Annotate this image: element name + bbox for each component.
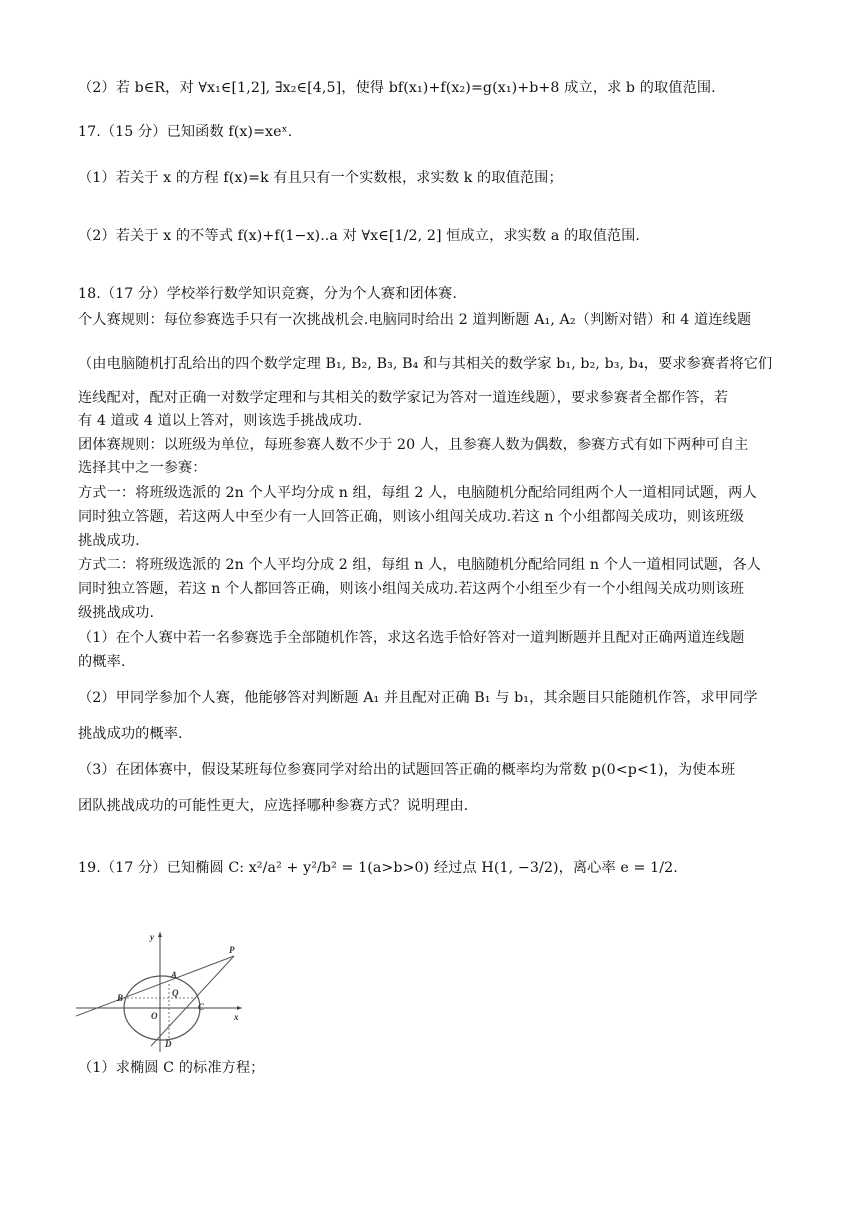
label-p: P [229, 945, 235, 955]
individual-rule-line-4: 有 4 道或 4 道以上答对，则该选手挑战成功. [78, 413, 363, 429]
method-1-line-1: 方式一：将班级选派的 2n 个人平均分成 n 组，每组 2 人，电脑随机分配给同组两个人一道相同试题，两人 [78, 485, 757, 501]
label-q: Q [172, 988, 179, 998]
method-2-line-1: 方式二：将班级选派的 2n 个人平均分成 2 组，每组 n 人，电脑随机分配给同组 n 个人一道相同试题，各人 [78, 557, 761, 573]
question-18-part-2-line-1: （2）甲同学参加个人赛，他能够答对判断题 A₁ 并且配对正确 B₁ 与 b₁，其余题目只能随机作答，求甲同学 [78, 690, 758, 706]
question-16-part-2: （2）若 b∈R，对 ∀x₁∈[1,2], ∃x₂∈[4,5]，使得 bf(x₁)+f(x₂)=g(x₁)+b+8 成立，求 b 的取值范围. [78, 80, 716, 96]
question-18-stem: 18.（17 分）学校举行数学知识竞赛，分为个人赛和团体赛. [78, 286, 457, 302]
label-y: y [150, 932, 154, 942]
label-d: D [165, 1039, 172, 1049]
question-17-part-2: （2）若关于 x 的不等式 f(x)+f(1−x)..a 对 ∀x∈[1/2, 2] 恒成立，求实数 a 的取值范围. [78, 228, 641, 244]
label-c: C [198, 1002, 205, 1012]
individual-rule-line-3: 连线配对，配对正确一对数学定理和与其相关的数学家记为答对一道连线题），要求参赛者全都作答，若 [78, 390, 729, 406]
question-17-stem: 17.（15 分）已知函数 f(x)=xeˣ. [78, 124, 293, 140]
question-19-part-1: （1）求椭圆 C 的标准方程； [78, 1060, 265, 1076]
team-rule-line-2: 选择其中之一参赛： [78, 460, 207, 476]
individual-rule-line-2: （由电脑随机打乱给出的四个数学定理 B₁, B₂, B₃, B₄ 和与其相关的数学家 b₁, b₂, b₃, b₄，要求参赛者将它们 [78, 356, 773, 372]
question-18-part-1-line-1: （1）在个人赛中若一名参赛选手全部随机作答，求这名选手恰好答对一道判断题并且配对正确两道连线题 [78, 630, 745, 646]
x-axis-arrow-icon [237, 1006, 242, 1010]
method-2-line-2: 同时独立答题，若这 n 个人都回答正确，则该小组闯关成功.若这两个小组至少有一个小组闯关成功则该班 [78, 581, 745, 597]
individual-rule-line-1: 个人赛规则：每位参赛选手只有一次挑战机会.电脑同时给出 2 道判断题 A₁, A₂（判断对错）和 4 道连线题 [78, 312, 752, 328]
label-o: O [151, 1011, 158, 1021]
line-dp [151, 956, 234, 1046]
method-2-line-3: 级挑战成功. [78, 605, 155, 621]
question-19-stem: 19.（17 分）已知椭圆 C: x²/a² + y²/b² = 1(a>b>0) 经过点 H(1, −3/2)，离心率 e = 1/2. [78, 860, 678, 876]
ellipse-diagram [76, 928, 246, 1054]
question-18-part-3-line-2: 团队挑战成功的可能性更大，应选择哪种参赛方式？说明理由. [78, 798, 469, 814]
question-18-part-1-line-2: 的概率. [78, 654, 126, 670]
team-rule-line-1: 团体赛规则：以班级为单位，每班参赛人数不少于 20 人，且参赛人数为偶数，参赛方式有如下两种可自主 [78, 437, 749, 453]
line-bp [76, 956, 234, 1016]
question-18-part-3-line-1: （3）在团体赛中，假设某班每位参赛同学对给出的试题回答正确的概率均为常数 p(0<p<1)，为使本班 [78, 762, 736, 778]
question-18-part-2-line-2: 挑战成功的概率. [78, 726, 183, 742]
label-b: B [117, 993, 124, 1003]
method-1-line-3: 挑战成功. [78, 533, 140, 549]
question-17-part-1: （1）若关于 x 的方程 f(x)=k 有且只有一个实数根，求实数 k 的取值范围； [78, 170, 563, 186]
method-1-line-2: 同时独立答题，若这两人中至少有一人回答正确，则该小组闯关成功.若这 n 个小组都闯关成功，则该班级 [78, 509, 745, 525]
label-x: x [234, 1012, 239, 1022]
y-axis-arrow-icon [158, 932, 162, 937]
label-a: A [171, 970, 178, 980]
